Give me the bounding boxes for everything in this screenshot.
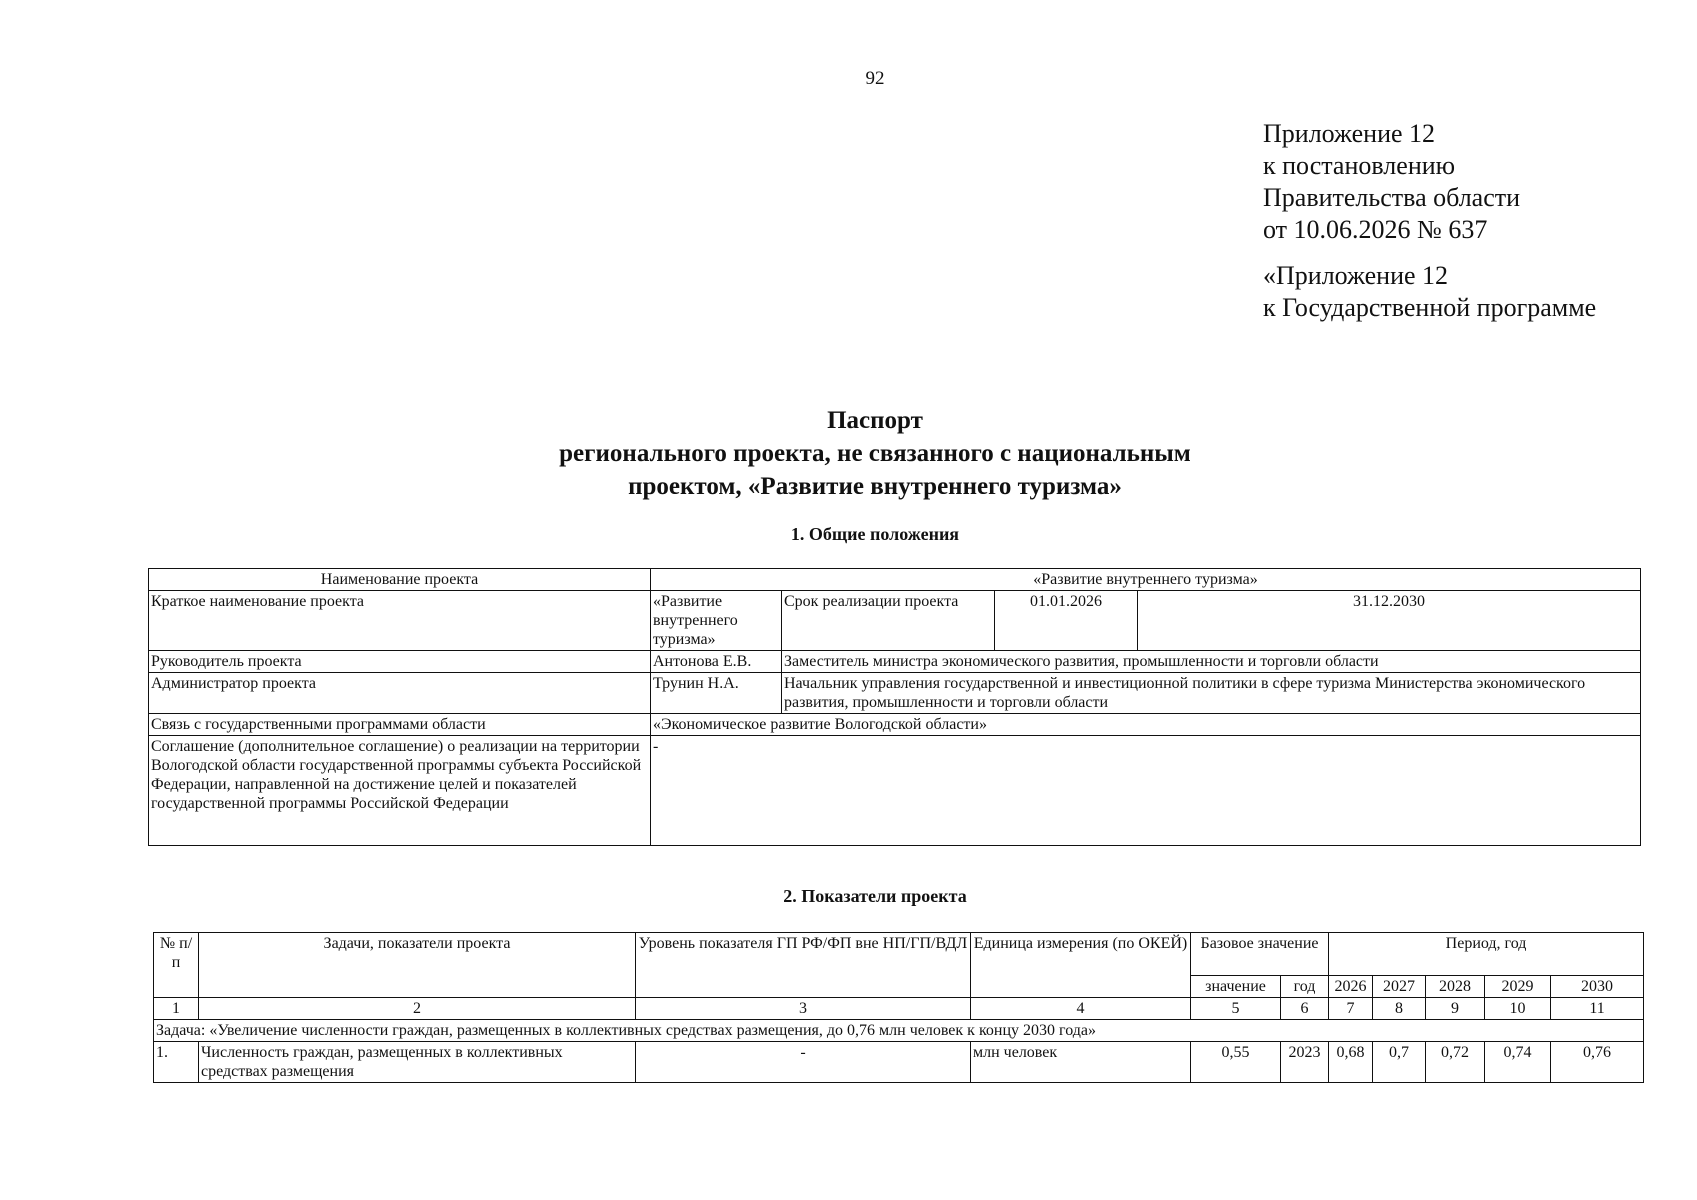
title-line: регионального проекта, не связанного с национальным (559, 440, 1191, 467)
column-number: 6 (1281, 998, 1329, 1020)
page-number: 92 (865, 68, 885, 89)
appendix-line: от 10.06.2026 № 637 (1263, 215, 1488, 244)
table-row (149, 736, 1641, 846)
column-number: 11 (1551, 998, 1644, 1020)
project-name-value: «Развитие внутреннего туризма» (651, 569, 1641, 591)
table-row (154, 1042, 1644, 1083)
leader-position: Заместитель министра экономического развития, промышленности и торговли области (782, 651, 1641, 673)
appendix-quote-line: к Государственной программе (1263, 293, 1597, 322)
appendix-line: к постановлению (1263, 151, 1456, 180)
row-base-value: 0,55 (1191, 1042, 1281, 1083)
short-name-value: «Развитие внутреннего туризма» (651, 591, 782, 651)
column-number: 7 (1329, 998, 1373, 1020)
section1-heading: 1. Общие положения (790, 524, 960, 544)
header-level: Уровень показателя ГП РФ/ФП вне НП/ГП/ВДЛ (636, 933, 971, 998)
table-row (149, 591, 1641, 651)
task-row (154, 1020, 1644, 1042)
column-number: 1 (154, 998, 199, 1020)
appendix-line: Правительства области (1263, 183, 1521, 212)
task-text: Задача: «Увеличение численности граждан, размещенных в коллективных средствах размещения, до 0,76 млн человек к концу 2030 года» (154, 1020, 1644, 1042)
table-row (149, 651, 1641, 673)
project-name-label: Наименование проекта (149, 569, 651, 591)
table-row (149, 714, 1641, 736)
row-value: 0,7 (1373, 1042, 1426, 1083)
row-value: 0,74 (1485, 1042, 1551, 1083)
appendix-quote-line: «Приложение 12 (1263, 261, 1449, 290)
column-number: 4 (971, 998, 1191, 1020)
row-value: 0,72 (1426, 1042, 1485, 1083)
admin-label: Администратор проекта (149, 673, 651, 714)
column-number: 5 (1191, 998, 1281, 1020)
header-tasks: Задачи, показатели проекта (199, 933, 636, 998)
header-year: 2030 (1551, 976, 1644, 998)
column-number-row (154, 998, 1644, 1020)
column-number: 3 (636, 998, 971, 1020)
term-end: 31.12.2030 (1138, 591, 1641, 651)
column-number: 8 (1373, 998, 1426, 1020)
term-label: Срок реализации проекта (782, 591, 995, 651)
header-year: 2029 (1485, 976, 1551, 998)
term-start: 01.01.2026 (995, 591, 1138, 651)
header-unit: Единица измерения (по ОКЕЙ) (971, 933, 1191, 998)
header-base-year: год (1281, 976, 1329, 998)
table-row (149, 673, 1641, 714)
row-num: 1. (154, 1042, 199, 1083)
header-year: 2026 (1329, 976, 1373, 998)
table-row (149, 569, 1641, 591)
row-value: 0,68 (1329, 1042, 1373, 1083)
appendix-line: Приложение 12 (1263, 119, 1436, 148)
leader-name: Антонова Е.В. (651, 651, 782, 673)
table-header-row (154, 933, 1644, 976)
appendix-block (1263, 118, 1596, 324)
header-year: 2027 (1373, 976, 1426, 998)
agreement-value: - (651, 736, 1641, 846)
short-name-label: Краткое наименование проекта (149, 591, 651, 651)
general-provisions-table (148, 568, 1641, 846)
column-number: 9 (1426, 998, 1485, 1020)
title-line: Паспорт (827, 407, 923, 434)
title-line: проектом, «Развитие внутреннего туризма» (628, 473, 1122, 500)
section2-heading: 2. Показатели проекта (783, 886, 967, 906)
link-value: «Экономическое развитие Вологодской области» (651, 714, 1641, 736)
row-base-year: 2023 (1281, 1042, 1329, 1083)
row-indicator: Численность граждан, размещенных в коллективных средствах размещения (199, 1042, 636, 1083)
admin-name: Трунин Н.А. (651, 673, 782, 714)
row-value: 0,76 (1551, 1042, 1644, 1083)
row-unit: млн человек (971, 1042, 1191, 1083)
header-base: Базовое значение (1191, 933, 1329, 976)
header-year: 2028 (1426, 976, 1485, 998)
row-level: - (636, 1042, 971, 1083)
link-label: Связь с государственными программами области (149, 714, 651, 736)
admin-position: Начальник управления государственной и инвестиционной политики в сфере туризма Министерства экономического развития, промышленности и торговли области (782, 673, 1641, 714)
document-title (0, 404, 1697, 503)
header-period: Период, год (1329, 933, 1644, 976)
leader-label: Руководитель проекта (149, 651, 651, 673)
header-num: № п/п (154, 933, 199, 998)
agreement-label: Соглашение (дополнительное соглашение) о реализации на территории Вологодской области государственной программы субъекта Российской Федерации, направленной на достижение целей и показателей государственной программы Российской Федерации (149, 736, 651, 846)
column-number: 2 (199, 998, 636, 1020)
column-number: 10 (1485, 998, 1551, 1020)
indicators-table (153, 932, 1644, 1083)
header-base-value: значение (1191, 976, 1281, 998)
